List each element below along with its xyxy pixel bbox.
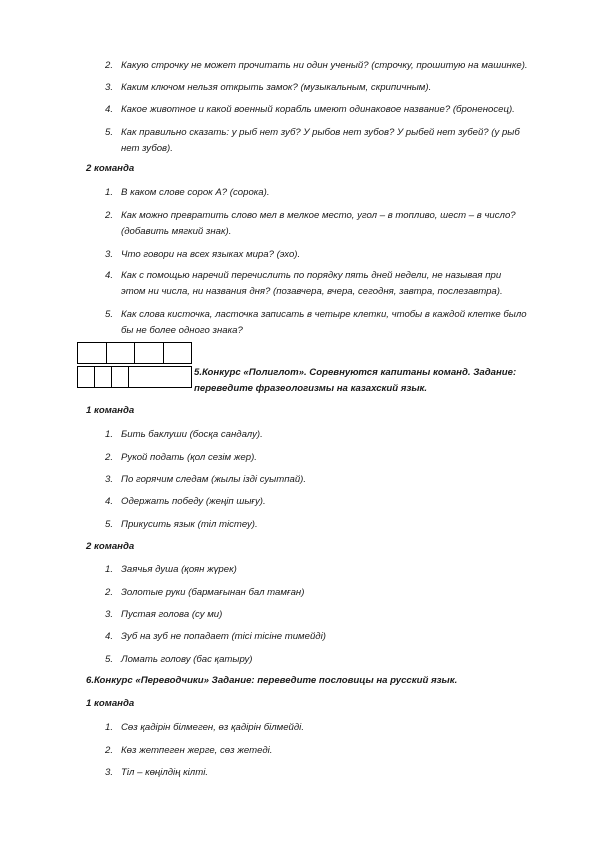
- item-number: 1.: [104, 187, 113, 198]
- item-text: Пустая голова (су ми): [121, 609, 223, 620]
- item-line: Как слова кисточка, ласточка записать в четыре клетки, чтобы в каждой клетке было: [121, 309, 527, 320]
- item-text: Зуб на зуб не попадает (тісі тісіне тимейді): [121, 631, 326, 642]
- grid-cell: [78, 367, 95, 388]
- item-number: 3.: [104, 609, 113, 620]
- item-line: нет зубов).: [121, 143, 173, 154]
- item-number: 2.: [104, 587, 113, 598]
- team-heading: 2 команда: [86, 541, 135, 552]
- grid-cell: [78, 343, 107, 364]
- item-text: [121, 268, 561, 300]
- contest-5-title: [194, 365, 554, 397]
- item-text: Рукой подать (қол сезім жер).: [121, 452, 257, 463]
- grid-cell: [95, 367, 112, 388]
- item-line: Как правильно сказать: у рыб нет зуб? У рыбов нет зубов? У рыбей нет зубей? (у рыб: [121, 127, 520, 138]
- item-line: Как с помощью наречий перечислить по порядку пять дней недели, не называя при: [121, 270, 502, 281]
- cells-grid-top: [77, 342, 192, 364]
- contest-5-line: переведите фразеологизмы на казахский язык.: [194, 383, 428, 394]
- item-text: Одержать победу (жеңіп шығу).: [121, 496, 266, 507]
- item-number: 2.: [104, 745, 113, 756]
- item-number: 5.: [104, 654, 113, 665]
- item-number: 1.: [104, 722, 113, 733]
- item-text: Прикусить язык (тіл тістеу).: [121, 519, 258, 530]
- grid-cell: [112, 367, 129, 388]
- item-number: 2.: [104, 60, 113, 71]
- item-number: 4.: [104, 270, 113, 281]
- item-line: Что говори на всех языках мира? (эхо).: [121, 249, 301, 260]
- item-line: Каким ключом нельзя открыть замок? (музыкальным, скрипичным).: [121, 82, 432, 93]
- item-text: [121, 80, 561, 96]
- contest-5-line: 5.Конкурс «Полиглот». Соревнуются капитаны команд. Задание:: [194, 367, 517, 378]
- item-text: Заячья душа (қоян жүрек): [121, 564, 237, 575]
- item-line: Какую строчку не может прочитать ни один ученый? (строчку, прошитую на машинке).: [121, 60, 528, 71]
- item-number: 1.: [104, 429, 113, 440]
- item-number: 3.: [104, 474, 113, 485]
- item-text: [121, 125, 561, 157]
- item-number: 5.: [104, 519, 113, 530]
- grid-cell: [106, 343, 135, 364]
- item-text: Ломать голову (бас қатыру): [121, 654, 253, 665]
- item-line: Какое животное и какой военный корабль имеют одинаковое название? (броненосец).: [121, 104, 515, 115]
- grid-cell: [163, 343, 192, 364]
- item-text: Тіл – көңілдің кілті.: [121, 767, 208, 778]
- item-number: 2.: [104, 210, 113, 221]
- item-text: По горячим следам (жылы ізді суытпай).: [121, 474, 307, 485]
- item-number: 4.: [104, 631, 113, 642]
- item-text: Золотые руки (бармағынан бал тамған): [121, 587, 305, 598]
- grid-cell: [129, 367, 192, 388]
- item-line: (добавить мягкий знак).: [121, 226, 232, 237]
- item-number: 5.: [104, 127, 113, 138]
- team-heading: 1 команда: [86, 405, 135, 416]
- grid-cell: [135, 343, 164, 364]
- item-number: 1.: [104, 564, 113, 575]
- item-line: В каком слове сорок А? (сорока).: [121, 187, 270, 198]
- item-text: Көз жетпеген жерге, сөз жетеді.: [121, 745, 273, 756]
- item-text: [121, 247, 561, 263]
- item-line: этом ни числа, ни названия дня? (позавчера, вчера, сегодня, завтра, послезавтра).: [121, 286, 503, 297]
- item-number: 3.: [104, 767, 113, 778]
- item-text: [121, 102, 561, 118]
- item-number: 5.: [104, 309, 113, 320]
- item-number: 3.: [104, 82, 113, 93]
- item-number: 4.: [104, 104, 113, 115]
- team-heading: 1 команда: [86, 698, 135, 709]
- item-line: Как можно превратить слово мел в мелкое место, угол – в топливо, шест – в число?: [121, 210, 516, 221]
- item-text: [121, 185, 561, 201]
- item-text: [121, 58, 561, 74]
- contest-6-title: 6.Конкурс «Переводчики» Задание: переведите пословицы на русский язык.: [86, 675, 458, 686]
- item-number: 4.: [104, 496, 113, 507]
- cells-grid-bottom: [77, 366, 192, 388]
- item-text: [121, 307, 561, 339]
- item-number: 2.: [104, 452, 113, 463]
- item-text: Сөз қадірін білмеген, өз қадірін білмейді.: [121, 722, 304, 733]
- item-number: 3.: [104, 249, 113, 260]
- item-text: [121, 208, 561, 240]
- item-line: бы не более одного знака?: [121, 325, 243, 336]
- team-heading: 2 команда: [86, 163, 135, 174]
- item-text: Бить баклуши (босқа сандалу).: [121, 429, 263, 440]
